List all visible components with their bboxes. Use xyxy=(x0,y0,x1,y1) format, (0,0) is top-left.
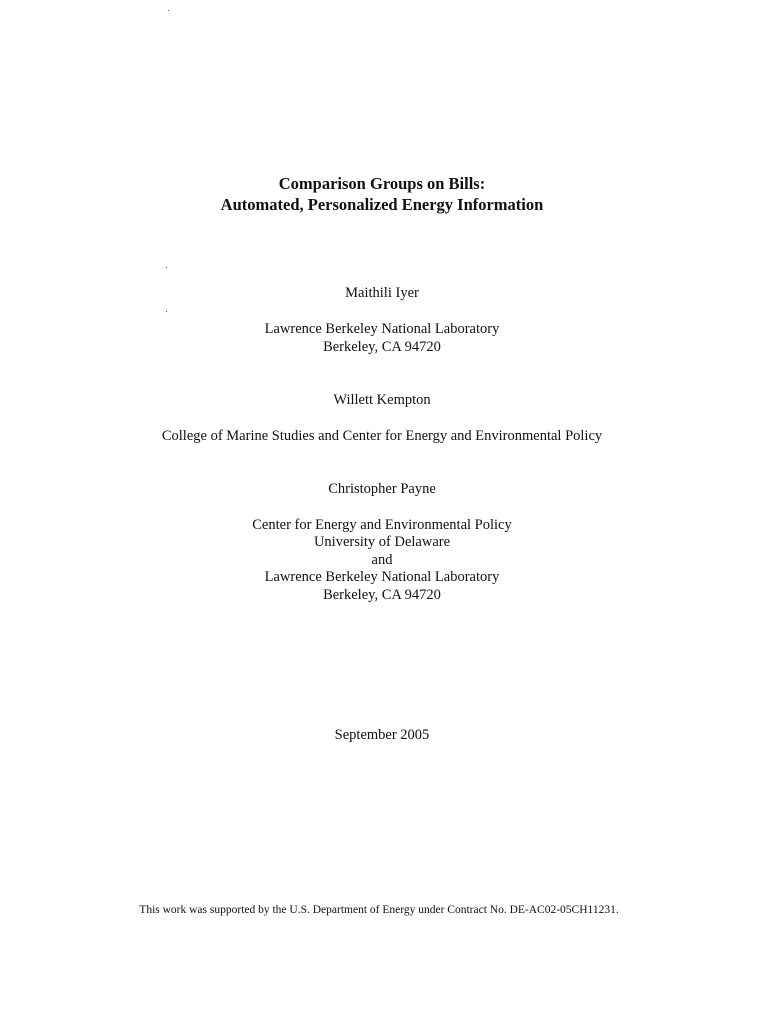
author-affiliation-line: University of Delaware xyxy=(313,534,451,550)
author-affiliation-line: Berkeley, CA 94720 xyxy=(323,587,441,603)
author-affiliation-line: and xyxy=(371,552,393,568)
publication-date: September 2005 xyxy=(334,727,430,743)
author-name: Maithili Iyer xyxy=(345,285,419,301)
scan-speck xyxy=(168,10,169,11)
author-name: Christopher Payne xyxy=(328,481,436,497)
author-affiliation-line: Lawrence Berkeley National Laboratory xyxy=(264,569,500,585)
author-affiliation-line: College of Marine Studies and Center for Energy and Environmental Policy xyxy=(161,428,603,444)
scan-speck xyxy=(166,267,167,268)
author-name: Willett Kempton xyxy=(333,392,431,408)
title-line-1: Comparison Groups on Bills: xyxy=(278,174,486,193)
author-affiliation-line: Berkeley, CA 94720 xyxy=(323,339,441,355)
title-line-2: Automated, Personalized Energy Information xyxy=(220,195,544,214)
author-affiliation-line: Center for Energy and Environmental Policy xyxy=(252,517,512,533)
author-affiliation-line: Lawrence Berkeley National Laboratory xyxy=(264,321,500,337)
scan-speck xyxy=(166,311,167,312)
funding-footnote: This work was supported by the U.S. Department of Energy under Contract No. DE-AC02-05CH11231. xyxy=(139,904,619,916)
